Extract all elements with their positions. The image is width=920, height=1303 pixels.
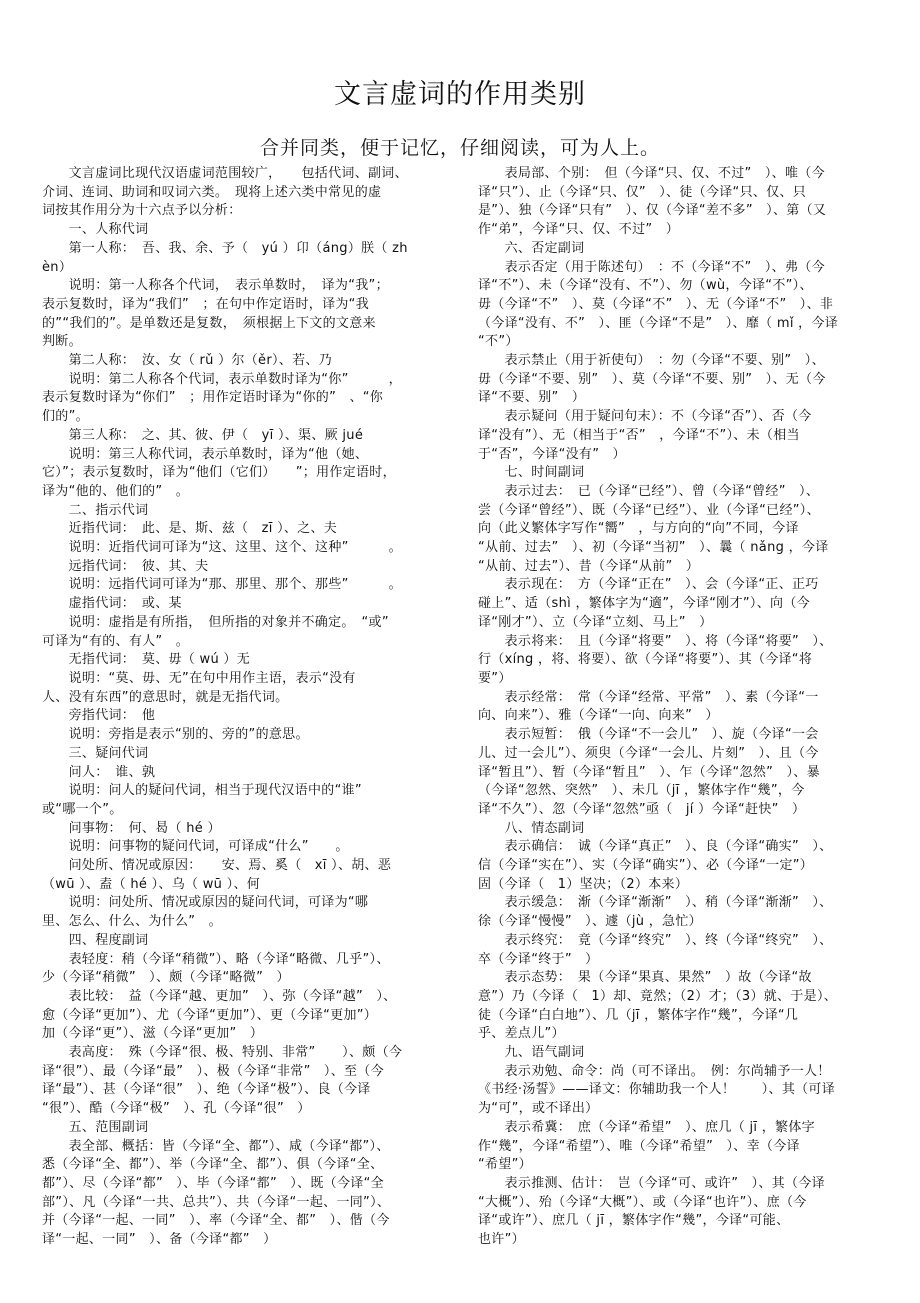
text-line: 说明：第二人称各个代词，表示单数时译为“你” ， [42,371,402,387]
text-line: “很”）、酷（今译“极” ）、孔（今译“很” ） [42,1101,311,1117]
text-line: 译“或许”）、庶几（ jī ，繁体字作“幾”，今译“可能、 [478,1213,790,1229]
text-line: “希望”） [478,1157,532,1173]
text-line: 说明：问人的疑问代词，相当于现代汉语中的“谁” [42,783,362,799]
text-line: 悉（今译“全、都”）、举（今译“全、都”）、俱（今译“全、 [42,1157,384,1173]
text-line: 尝（今译“曾经”）、既（今译“已经”）、业（今译“已经”）、 [478,502,820,518]
text-line: 《书经·汤誓》——译文：你辅助我一个人！ ）、其（可译 [478,1082,836,1098]
text-line: 表轻度：稍（今译“稍微”）、略（今译“略微、几乎”）、 [42,951,390,967]
text-line: 三、疑问代词 [42,745,149,761]
text-line: 表局部、个别： 但（今译“只、仅、不过” ）、唯（今 [478,166,825,181]
text-line: 词按其作用分为十六点予以分析： [42,203,242,219]
text-line: 表示否定（用于陈述句） ：不（今译“不” ）、弗（今 [478,259,825,275]
text-line: èn） [42,259,73,275]
text-line: 第一人称： 吾、我、余、予（ yú ）卬（áng）朕（ zh [42,240,408,256]
text-line: 表示经常： 常（今译“经常、平常” ）、素（今译“一 [478,689,819,705]
text-line: 的”“我们的”。是单数还是复数， 须根据上下文的文意来 [42,315,376,331]
text-line: （今译“忽然、突然” ）、未几（jī ，繁体字作“幾”，今 [478,783,805,799]
text-line: 固（今译（ 1）坚决；（2）本来） [478,876,689,892]
text-line: 译“很”）、最（今译“最” ）、极（今译“非常” ）、至（今 [42,1063,384,1079]
text-line: 表示希冀： 庶（今译“希望” ）、庶几（ jī ，繁体字 [478,1119,815,1135]
right-column [478,165,878,1250]
text-line: 说明：第一人称各个代词， 表示单数时， 译为“我”； [42,278,389,294]
text-line: 表示终究： 竟（今译“终究” ）、终（今译“终究” ）、 [478,932,833,948]
text-line: 信（今译“实在”）、实（今译“确实”）、必（今译“一定”） [478,858,814,874]
text-line: 表示现在： 方（今译“正在” ）、会（今译“正、正巧 [478,577,819,593]
text-line: 们的”。 [42,409,89,425]
text-line: 表示过去： 已（今译“已经”）、曾（今译“曾经” ）、 [478,483,820,499]
text-line: 愈（今译“更加”）、尤（今译“更加”）、更（今译“更加”） [42,1007,378,1023]
text-line: “从前、过去” ）、初（今译“当初” ）、曩（ nǎng ，今译 [478,540,829,556]
text-line: 说明：问事物的疑问代词，可译成“什么” 。 [42,839,349,855]
text-line: 并（今译“一起、一同” ）、率（今译“全、都” ）、偕（今 [42,1213,390,1229]
text-line: 九、语气副词 [478,1045,585,1061]
text-line: “大概”）、殆（今译“大概”）、或（今译“也许”）、庶（今 [478,1194,807,1210]
text-line: 七、时间副词 [478,465,585,481]
text-line: 译为“他的、他们的” 。 [42,483,190,499]
text-line: 表示确信： 诚（今译“真正” ）、良（今译“确实” ）、 [478,839,833,855]
text-line: 表示复数时译为“你们” ；用作定语时译为“你的” 、“你 [42,390,384,406]
text-line: 碰上”、适（shì ，繁体字为“適”，今译“刚才”）、向（今 [478,596,810,612]
page-subtitle: 合并同类，便于记忆，仔细阅读，可为人上。 [259,137,660,159]
text-line: 都”）、尽（今译“都” ）、毕（今译“都” ）、既（今译“全 [42,1175,384,1191]
text-line: 问事物： 何、曷（ hé ） [42,820,221,836]
text-line: 也许”） [478,1232,525,1248]
text-line: 为“可”，或不译出） [478,1101,599,1117]
text-line: 向、向来”）、雅（今译“一向、向来” ） [478,708,719,724]
text-line: 介词、连词、助词和叹词六类。 现将上述六类中常见的虚 [42,184,382,200]
text-line: 无指代词： 莫、毋（ wú ）无 [42,652,251,668]
text-line: 表示疑问（用于疑问句末）：不（今译“否”）、否（今 [478,409,812,425]
text-line: 表示劝勉、命令：尚（可不译出。 例：尔尚辅予一人！ [478,1063,831,1079]
text-line: 说明：虚指是有所指， 但所指的对象并不确定。 “或” [42,614,389,630]
text-line: 二、指示代词 [42,502,149,518]
text-line: 表示将来： 且（今译“将要” ）、将（今译“将要” ）、 [478,633,833,649]
left-column [42,165,438,1250]
text-line: 作“弟”，今译“只、仅、不过” ） [478,222,680,238]
text-line: 是”）、独（今译“只有” ）、仅（今译“差不多” ）、第（又 [478,203,827,219]
text-line: 译“最”）、甚（今译“很” ）、绝（今译“极”）、良（今译 [42,1082,371,1098]
text-line: 表示禁止（用于祈使句） ：勿（今译“不要、别” ）、 [478,353,825,369]
text-line: 说明：第三人称代词，表示单数时，译为“他（她、 [42,446,369,462]
text-line: 毋（今译“不” ）、莫（今译“不” ）、无（今译“不” ）、非 [478,296,834,312]
text-line: 表示推测、估计： 岂（今译“可、或许” ）、其（今译 [478,1175,825,1191]
text-line: 问人： 谁、孰 [42,764,156,780]
text-line: 译“暂且”）、暂（今译“暂且” ）、乍（今译“忽然” ）、暴 [478,764,820,780]
text-line: “从前、过去”）、昔（今译“从前” ） [478,558,700,574]
text-line: 表示缓急： 渐（今译“渐渐” ）、稍（今译“渐渐” ）、 [478,895,833,911]
text-line: 乎、差点儿”） [478,1026,565,1042]
text-line: 四、程度副词 [42,932,149,948]
text-line: 说明：问处所、情况或原因的疑问代词，可译为“哪 [42,895,369,911]
text-line: 译“没有”）、无（相当于“否” ，今译“不”）、未（相当 [478,427,800,443]
text-line: 说明：近指代词可译为“这、这里、这个、这种” 。 [42,540,402,556]
text-line: 说明：远指代词可译为“那、那里、那个、那些” 。 [42,577,402,593]
text-line: 远指代词： 彼、其、夫 [42,558,209,574]
text-line: 八、情态副词 [478,820,585,836]
text-line: 儿、过一会儿”）、须臾（今译“一会儿、片刻” ）、且（今 [478,745,819,761]
text-line: 徒（今译“白白地”）、几（jī ，繁体字作“幾”，今译“几 [478,1007,799,1023]
text-line: 译“不要、别” ） [478,390,586,406]
text-line: 表示短暂： 俄（今译“不一会儿” ）、旋（今译“一会 [478,727,819,743]
text-line: 译“刚才”）、立（今译“立刻、马上” ） [478,614,713,630]
text-line: 卒（今译“终于” ） [478,951,599,967]
text-line: 毋（今译“不要、别” ）、莫（今译“不要、别” ）、无（今 [478,371,826,387]
text-line: 表全部、概括：皆（今译“全、都”）、咸（今译“都”）、 [42,1138,390,1154]
text-line: 表示复数时，译为“我们” ；在句中作定语时，译为“我 [42,296,370,312]
text-line: 它）”；表示复数时，译为“他们（它们） ”；用作定语时， [42,465,396,481]
text-line: 于“否”，今译“没有” ） [478,446,626,462]
text-line: （今译“没有、不” ）、匪（今译“不是” ）、靡（ mǐ ，今译 [478,315,839,331]
text-line: 意”）乃（今译（ 1）却、竟然；（2）才；（3）就、于是）、 [478,988,838,1004]
text-line: 译“只”）、止（今译“只、仅” ）、徒（今译“只、仅、只 [478,184,807,200]
text-line: 旁指代词： 他 [42,708,156,724]
text-line: 表高度： 殊（今译“很、极、特别、非常” ）、颇（今 [42,1045,403,1061]
text-line: 判断。 [42,334,82,350]
text-line: “不”） [478,334,519,350]
text-line: 或“哪一个”。 [42,801,123,817]
text-line: 译“一起、一同” ）、备（今译“都” ） [42,1232,277,1248]
text-line: 五、范围副词 [42,1119,149,1135]
text-line: 说明：“莫、毋、无”在句中用作主语，表示“没有 [42,670,356,686]
text-line: 部”）、凡（今译“一共、总共”）、共（今译“一起、一同”）、 [42,1194,391,1210]
text-line: （wū ）、盍（ hé ）、乌（ wū ）、何 [42,876,261,892]
text-line: 里、怎么、什么、为什么” 。 [42,914,222,930]
text-line: 问处所、情况或原因： 安、焉、奚（ xī ）、胡、恶 [42,858,392,874]
text-line: 徐（今译“慢慢” ）、遽（jù ，急忙） [478,914,702,930]
text-line: 六、否定副词 [478,240,585,256]
text-line: 行（xíng ，将、将要）、欲（今译“将要”）、其（今译“将 [478,652,813,668]
text-line: 译“不”）、未（今译“没有、不”）、勿（wù，今译“不”）、 [478,278,813,294]
text-line: 作“幾”，今译“希望”）、唯（今译“希望” ）、幸（今译 [478,1138,800,1154]
text-line: 第三人称： 之、其、彼、伊（ yī ）、渠、厥 jué [42,427,364,443]
text-line: 第二人称： 汝、女（ rǔ ）尔（ěr）、若、乃 [42,353,332,369]
text-line: 一、人称代词 [42,222,149,238]
text-line: 要”） [478,670,512,686]
text-line: 可译为“有的、有人” 。 [42,633,190,649]
text-line: 加（今译“更”）、滋（今译“更加” ） [42,1026,264,1042]
text-line: 表比较： 益（今译“越、更加” ）、弥（今译“越” ）、 [42,988,397,1004]
text-line: 表示态势： 果（今译“果真、果然” ）故（今译“故 [478,970,812,986]
text-line: 少（今译“稍微” ）、颇（今译“略微” ） [42,970,290,986]
text-line: 向（此义繁体字写作“嚮” ，与方向的“向”不同，今译 [478,521,799,537]
text-line: 译“不久”）、忽（今译“忽然”亟（ jí ）今译“赶快” ） [478,801,806,817]
page-title: 文言虚词的作用类别 [334,79,586,110]
text-line: 虚指代词： 或、某 [42,596,182,612]
text-line: 文言虚词比现代汉语虚词范围较广， 包括代词、副词、 [42,166,408,181]
text-line: 近指代词： 此、是、斯、兹（ zī ）、之、夫 [42,521,338,537]
text-line: 人、没有东西”的意思时，就是无指代词。 [42,689,289,705]
text-line: 说明：旁指是表示“别的、旁的”的意思。 [42,727,309,743]
